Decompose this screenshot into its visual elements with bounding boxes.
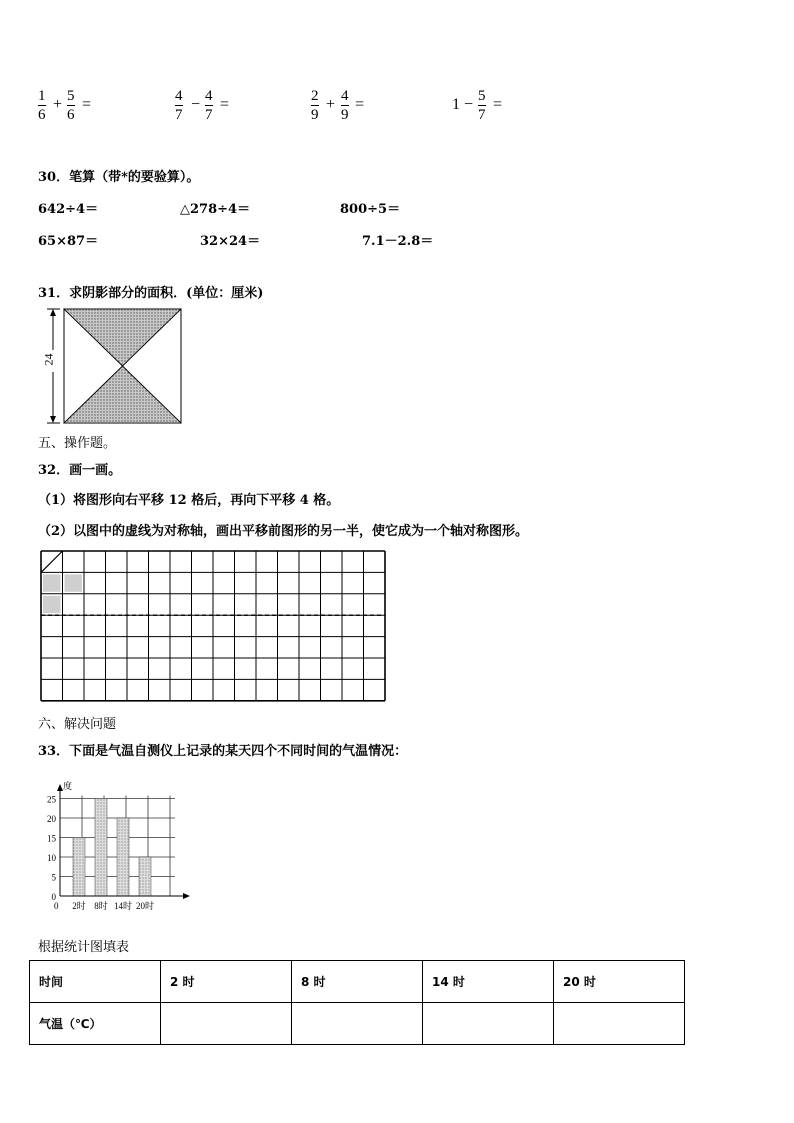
x-arrow-icon [183, 893, 190, 899]
table-caption: 根据统计图填表 [38, 940, 130, 955]
fraction: 4 7 [205, 88, 213, 123]
equals-sign: = [220, 96, 230, 113]
temperature-bar-chart [40, 778, 200, 918]
answer-cell[interactable] [423, 1003, 554, 1045]
arrow-up-icon [50, 309, 56, 316]
calc-item: 642÷4＝ [38, 202, 99, 217]
origin-label: 0 [54, 901, 59, 911]
fraction: 5 6 [67, 88, 75, 123]
calc-item: 32×24＝ [200, 234, 261, 249]
temperature-bar [139, 857, 151, 896]
question-33-title: 33．下面是气温自测仪上记录的某天四个不同时间的气温情况： [38, 744, 408, 759]
fraction: 5 7 [478, 88, 486, 123]
shaded-cell [43, 596, 61, 613]
question-32-title: 32．画一画。 [38, 463, 122, 478]
table-header-cell: 20 时 [554, 961, 685, 1003]
x-tick-label: 14时 [113, 901, 133, 911]
temperature-bar [117, 818, 129, 896]
answer-cell[interactable] [161, 1003, 292, 1045]
calc-item: 65×87＝ [38, 234, 99, 249]
table-header-cell: 2 时 [161, 961, 292, 1003]
table-header-cell: 8 时 [292, 961, 423, 1003]
diagonal-edge [41, 551, 63, 572]
y-tick-label: 20 [47, 814, 56, 824]
arrow-down-icon [50, 416, 56, 423]
question-32-sub2: （2）以图中的虚线为对称轴，画出平移前图形的另一半，使它成为一个轴对称图形。 [38, 524, 529, 539]
x-tick-label: 20时 [135, 901, 155, 911]
fraction: 2 9 [311, 88, 319, 123]
x-tick-label: 8时 [94, 901, 108, 911]
table-row-label: 气温（℃） [30, 1003, 161, 1045]
answer-cell[interactable] [554, 1003, 685, 1045]
x-tick-label: 2时 [72, 901, 86, 911]
question-31-title: 31．求阴影部分的面积．(单位：厘米) [38, 286, 264, 301]
temperature-bar [73, 838, 85, 897]
operator: − [191, 96, 201, 113]
fraction: 4 9 [341, 88, 349, 123]
table-header-cell: 14 时 [423, 961, 554, 1003]
y-tick-label: 0 [51, 892, 56, 902]
y-tick-label: 10 [47, 853, 56, 863]
temperature-bar [95, 799, 107, 897]
temperature-table [29, 960, 685, 1045]
y-tick-label: 5 [51, 872, 56, 883]
fraction: 4 7 [175, 88, 183, 123]
section-5-heading: 五、操作题。 [38, 436, 117, 451]
equals-sign: = [493, 96, 503, 113]
drawing-grid [40, 550, 390, 705]
operator: + [53, 96, 63, 113]
y-axis-label: 度 [63, 782, 73, 792]
calc-item: △278÷4＝ [180, 202, 251, 217]
y-tick-label: 25 [47, 794, 56, 805]
table-header-cell: 时间 [30, 961, 161, 1003]
calc-item: 800÷5＝ [340, 202, 401, 217]
answer-cell[interactable] [292, 1003, 423, 1045]
shaded-area-figure [40, 306, 185, 426]
dimension-label: 24 [41, 353, 56, 366]
calc-item: 7.1－2.8＝ [362, 234, 434, 249]
section-6-heading: 六、解决问题 [38, 717, 117, 732]
shaded-cell [43, 574, 61, 591]
shaded-cell [65, 574, 83, 591]
equals-sign: = [82, 96, 92, 113]
operator: − [464, 96, 474, 113]
table-row [30, 961, 685, 1003]
table-row [30, 1003, 685, 1045]
y-tick-label: 15 [47, 833, 56, 844]
whole-number: 1 [452, 96, 460, 113]
question-30-title: 30．笔算（带*的要验算）。 [38, 170, 200, 185]
operator: + [326, 96, 336, 113]
equals-sign: = [355, 96, 365, 113]
fraction: 1 6 [38, 88, 46, 123]
question-32-sub1: （1）将图形向右平移 12 格后，再向下平移 4 格。 [38, 493, 340, 508]
